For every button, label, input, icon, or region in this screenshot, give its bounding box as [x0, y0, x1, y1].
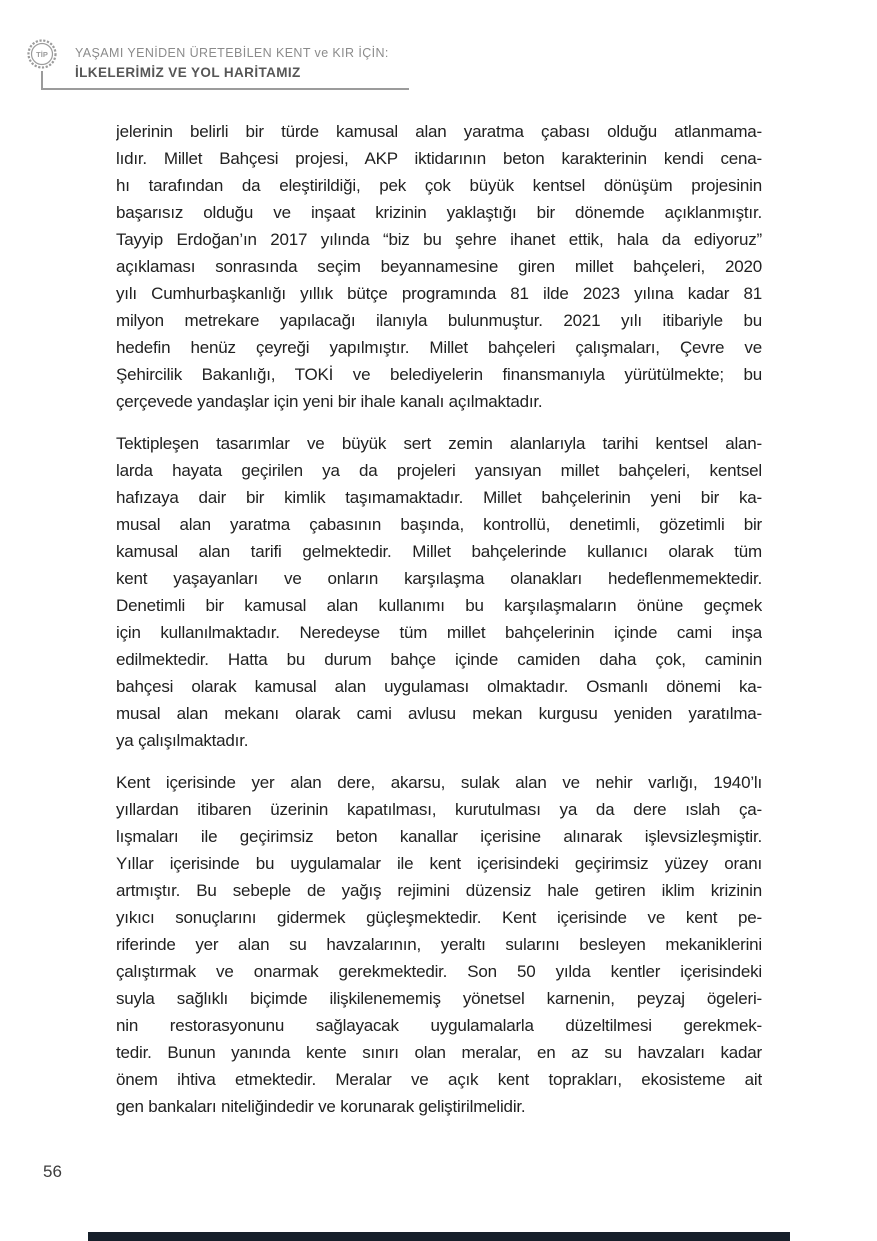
text-line: milyon metrekare yapılacağı ilanıyla bulunmuştur. 2021 yılı itibariyle bu: [116, 311, 762, 330]
text-line: çerçevede yandaşlar için yeni bir ihale kanalı açılmaktadır.: [116, 392, 543, 411]
text-line: kent yaşayanları ve onların karşılaşma olanakları hedeflenmemektedir.: [116, 569, 762, 588]
body-text: [116, 118, 762, 1135]
text-line: artmıştır. Bu sebeple de yağış rejimini düzensiz hale getiren iklim krizinin: [116, 881, 762, 900]
text-line: Şehircilik Bakanlığı, TOKİ ve belediyelerin finansmanıyla yürütülmekte; bu: [116, 365, 762, 384]
text-line: hedefin henüz çeyreği yapılmıştır. Millet bahçeleri çalışmaları, Çevre ve: [116, 338, 762, 357]
text-line: hafızaya dair bir kimlik taşımamaktadır. Millet bahçelerinin yeni bir ka-: [116, 488, 762, 507]
header-titles: [75, 44, 389, 83]
text-line: Denetimli bir kamusal alan kullanımı bu karşılaşmaların önüne geçmek: [116, 596, 762, 615]
text-line: için kullanılmaktadır. Neredeyse tüm millet bahçelerinin içinde cami inşa: [116, 623, 762, 642]
bottom-page-bar: [88, 1232, 790, 1241]
text-line: Kent içerisinde yer alan dere, akarsu, sulak alan ve nehir varlığı, 1940’lı: [116, 773, 762, 792]
paragraph: [116, 118, 762, 415]
text-line: jelerinin belirli bir türde kamusal alan yaratma çabası olduğu atlanmama-: [116, 122, 762, 141]
page-number: 56: [43, 1162, 62, 1181]
text-line: yılı Cumhurbaşkanlığı yıllık bütçe programında 81 ilde 2023 yılına kadar 81: [116, 284, 762, 303]
text-line: bahçesi olarak kamusal alan uygulaması olmaktadır. Osmanlı dönemi ka-: [116, 677, 762, 696]
text-line: hı tarafından da eleştirildiği, pek çok büyük kentsel dönüşüm projesinin: [116, 176, 762, 195]
text-line: lıdır. Millet Bahçesi projesi, AKP iktidarının beton karakterinin kendi cena-: [116, 149, 762, 168]
text-line: musal alan mekanı olarak cami avlusu mekan kurgusu yeniden yaratılma-: [116, 704, 762, 723]
text-line: tedir. Bunun yanında kente sınırı olan meralar, en az su havzaları kadar: [116, 1043, 762, 1062]
text-line: gen bankaları niteliğindedir ve korunarak geliştirilmelidir.: [116, 1097, 526, 1116]
header-title: İLKELERİMİZ VE YOL HARİTAMIZ: [75, 65, 301, 80]
paragraph: [116, 769, 762, 1120]
text-line: riferinde yer alan su havzalarının, yeraltı sularını besleyen mekaniklerini: [116, 935, 762, 954]
text-line: başarısız olduğu ve inşaat krizinin yaklaştığı bir dönemde açıklanmıştır.: [116, 203, 762, 222]
text-line: çalıştırmak ve onarmak gerekmektedir. Son 50 yılda kentler içerisindeki: [116, 962, 762, 981]
logo-text: TİP: [36, 50, 48, 60]
text-line: lışmaları ile geçirimsiz beton kanallar içerisine alınarak işlevsizleşmiştir.: [116, 827, 762, 846]
text-line: önem ihtiva etmektedir. Meralar ve açık kent toprakları, ekosisteme ait: [116, 1070, 762, 1089]
text-line: nin restorasyonunu sağlayacak uygulamalarla düzeltilmesi gerekmek-: [116, 1016, 762, 1035]
header-divider-rule: [41, 88, 409, 90]
text-line: yıkıcı sonuçlarını gidermek güçleşmektedir. Kent içerisinde ve kent pe-: [116, 908, 762, 927]
text-line: edilmektedir. Hatta bu durum bahçe içinde camiden daha çok, caminin: [116, 650, 762, 669]
text-line: suyla sağlıklı biçimde ilişkilenememiş yönetsel karnenin, peyzaj ögeleri-: [116, 989, 762, 1008]
text-line: yıllardan itibaren üzerinin kapatılması, kurutulması ya da dere ıslah ça-: [116, 800, 762, 819]
text-line: Yıllar içerisinde bu uygulamalar ile kent içerisindeki geçirimsiz yüzey oranı: [116, 854, 762, 873]
text-line: Tayyip Erdoğan’ın 2017 yılında “biz bu şehre ihanet ettik, hala da ediyoruz”: [116, 230, 762, 249]
text-line: Tektipleşen tasarımlar ve büyük sert zemin alanlarıyla tarihi kentsel alan-: [116, 434, 762, 453]
header-subtitle: YAŞAMI YENİDEN ÜRETEBİLEN KENT ve KIR İÇİN:: [75, 46, 389, 60]
text-line: açıklaması sonrasında seçim beyannamesine giren millet bahçeleri, 2020: [116, 257, 762, 276]
page-header: [0, 0, 877, 100]
text-line: musal alan yaratma çabasının başında, kontrollü, denetimli, gözetimli bir: [116, 515, 762, 534]
text-line: kamusal alan tarifi gelmektedir. Millet bahçelerinde kullanıcı olarak tüm: [116, 542, 762, 561]
tip-party-logo-icon: [26, 39, 58, 71]
logo-connector-line: [41, 71, 43, 88]
paragraph: [116, 430, 762, 754]
text-line: ya çalışılmaktadır.: [116, 731, 249, 750]
text-line: larda hayata geçirilen ya da projeleri yansıyan millet bahçeleri, kentsel: [116, 461, 762, 480]
